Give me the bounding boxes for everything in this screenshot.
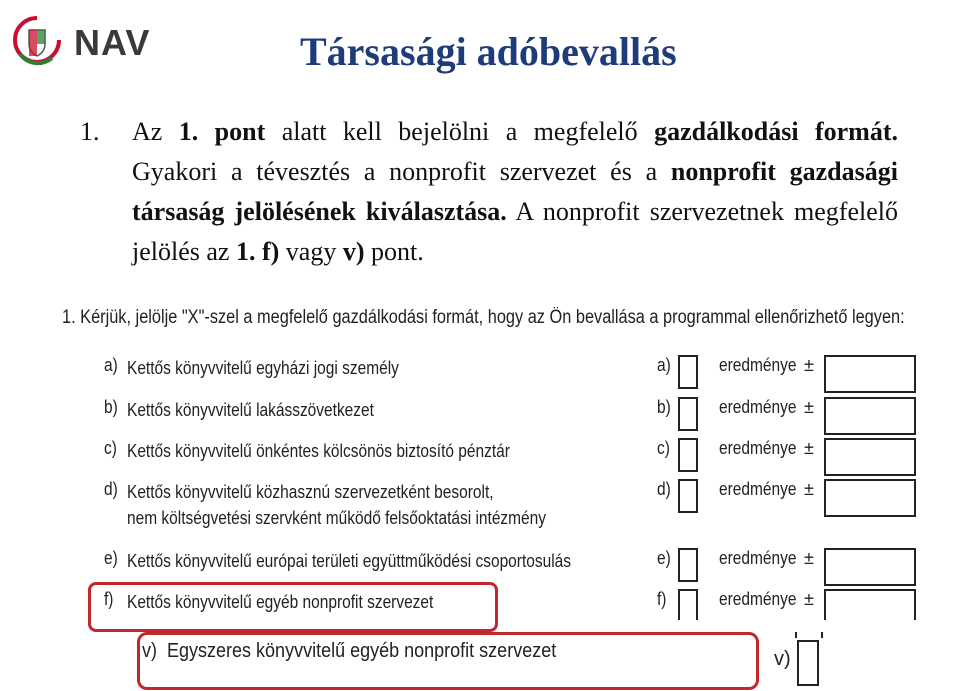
row-letter: f) — [104, 589, 114, 609]
row-letter: a) — [104, 355, 118, 375]
list-number: 1. — [80, 117, 100, 146]
text-segment: pont. — [364, 237, 424, 266]
row-letter-right: e) — [657, 548, 671, 568]
row-letter: d) — [104, 479, 118, 499]
result-label: eredménye — [719, 438, 797, 458]
nav-logo — [12, 14, 162, 66]
row-letter-right: v) — [774, 648, 791, 670]
checkbox-c[interactable] — [678, 438, 698, 472]
row-letter-right: a) — [657, 355, 671, 375]
row-letter-right: f) — [657, 589, 667, 609]
row-letter: e) — [104, 548, 118, 568]
text-segment: alatt kell bejelölni a megfelelő — [265, 117, 655, 146]
form-row-d — [62, 479, 952, 539]
row-label: Kettős könyvvitelű egyházi jogi személy — [127, 358, 399, 378]
result-value-box[interactable] — [824, 479, 916, 517]
checkbox-v[interactable] — [797, 640, 819, 686]
checkbox-d[interactable] — [678, 479, 698, 513]
row-letter: v) — [142, 640, 158, 662]
bold-segment: gazdálkodási formát. — [654, 117, 898, 146]
result-value-box[interactable] — [824, 589, 916, 620]
row-letter-right: c) — [657, 438, 670, 458]
plus-minus-sign: ± — [804, 355, 814, 375]
result-label: eredménye — [719, 397, 797, 417]
form-excerpt — [62, 297, 952, 620]
text-segment: Gyakori a tévesztés a nonprofit szervezet és a — [132, 157, 671, 186]
form-row-b — [62, 397, 952, 437]
row-label-line2: nem költségvetési szervként működő felsőoktatási intézmény — [127, 508, 547, 528]
result-value-box[interactable] — [824, 438, 916, 476]
checkbox-f[interactable] — [678, 589, 698, 620]
checkbox-a[interactable] — [678, 355, 698, 389]
form-row-v — [142, 640, 556, 663]
result-value-box[interactable] — [824, 548, 916, 586]
row-letter-right: b) — [657, 397, 671, 417]
row-label: Egyszeres könyvvitelű egyéb nonprofit szervezet — [167, 640, 557, 662]
checkbox-e[interactable] — [678, 548, 698, 582]
plus-minus-sign: ± — [804, 589, 814, 609]
bold-segment: 1. f) — [235, 237, 280, 266]
form-row-a — [62, 355, 952, 395]
form-heading: 1. Kérjük, jelölje "X"-szel a megfelelő gazdálkodási formát, hogy az Ön bevallása a programmal ellenőrizhető legyen: — [62, 307, 905, 328]
result-label: eredménye — [719, 479, 797, 499]
text-segment: A nonprofit szervezetnek megfelelő jelölés az — [132, 197, 898, 266]
result-value-box[interactable] — [824, 397, 916, 435]
result-label: eredménye — [719, 589, 797, 609]
column-divider — [795, 632, 823, 638]
result-value-box[interactable] — [824, 355, 916, 393]
plus-minus-sign: ± — [804, 479, 814, 499]
text-segment: vagy — [279, 237, 343, 266]
row-label: Kettős könyvvitelű egyéb nonprofit szervezet — [127, 592, 434, 612]
row-letter-right: d) — [657, 479, 671, 499]
page-title: Társasági adóbevallás — [300, 29, 677, 74]
form-row-c — [62, 438, 952, 478]
bold-segment: nonprofit gazdasági társaság jelölésének kiválasztása. — [132, 157, 898, 226]
plus-minus-sign: ± — [804, 438, 814, 458]
row-label: Kettős könyvvitelű közhasznú szervezetként besorolt, — [127, 482, 494, 502]
paragraph-text — [132, 112, 898, 272]
row-label: Kettős könyvvitelű önkéntes kölcsönös biztosító pénztár — [127, 441, 510, 461]
result-label: eredménye — [719, 548, 797, 568]
nav-logo-text: NAV — [74, 22, 151, 63]
checkbox-b[interactable] — [678, 397, 698, 431]
bold-segment: v) — [342, 237, 365, 266]
row-letter: c) — [104, 438, 117, 458]
row-label: Kettős könyvvitelű lakásszövetkezet — [127, 400, 374, 420]
plus-minus-sign: ± — [804, 397, 814, 417]
plus-minus-sign: ± — [804, 548, 814, 568]
row-letter: b) — [104, 397, 118, 417]
row-label: Kettős könyvvitelű európai területi együttműködési csoportosulás — [127, 551, 572, 571]
nav-emblem-icon — [12, 14, 62, 66]
text-segment: Az — [132, 117, 179, 146]
highlight-row-f — [88, 582, 498, 632]
result-label: eredménye — [719, 355, 797, 375]
bold-segment: 1. pont — [178, 117, 266, 146]
